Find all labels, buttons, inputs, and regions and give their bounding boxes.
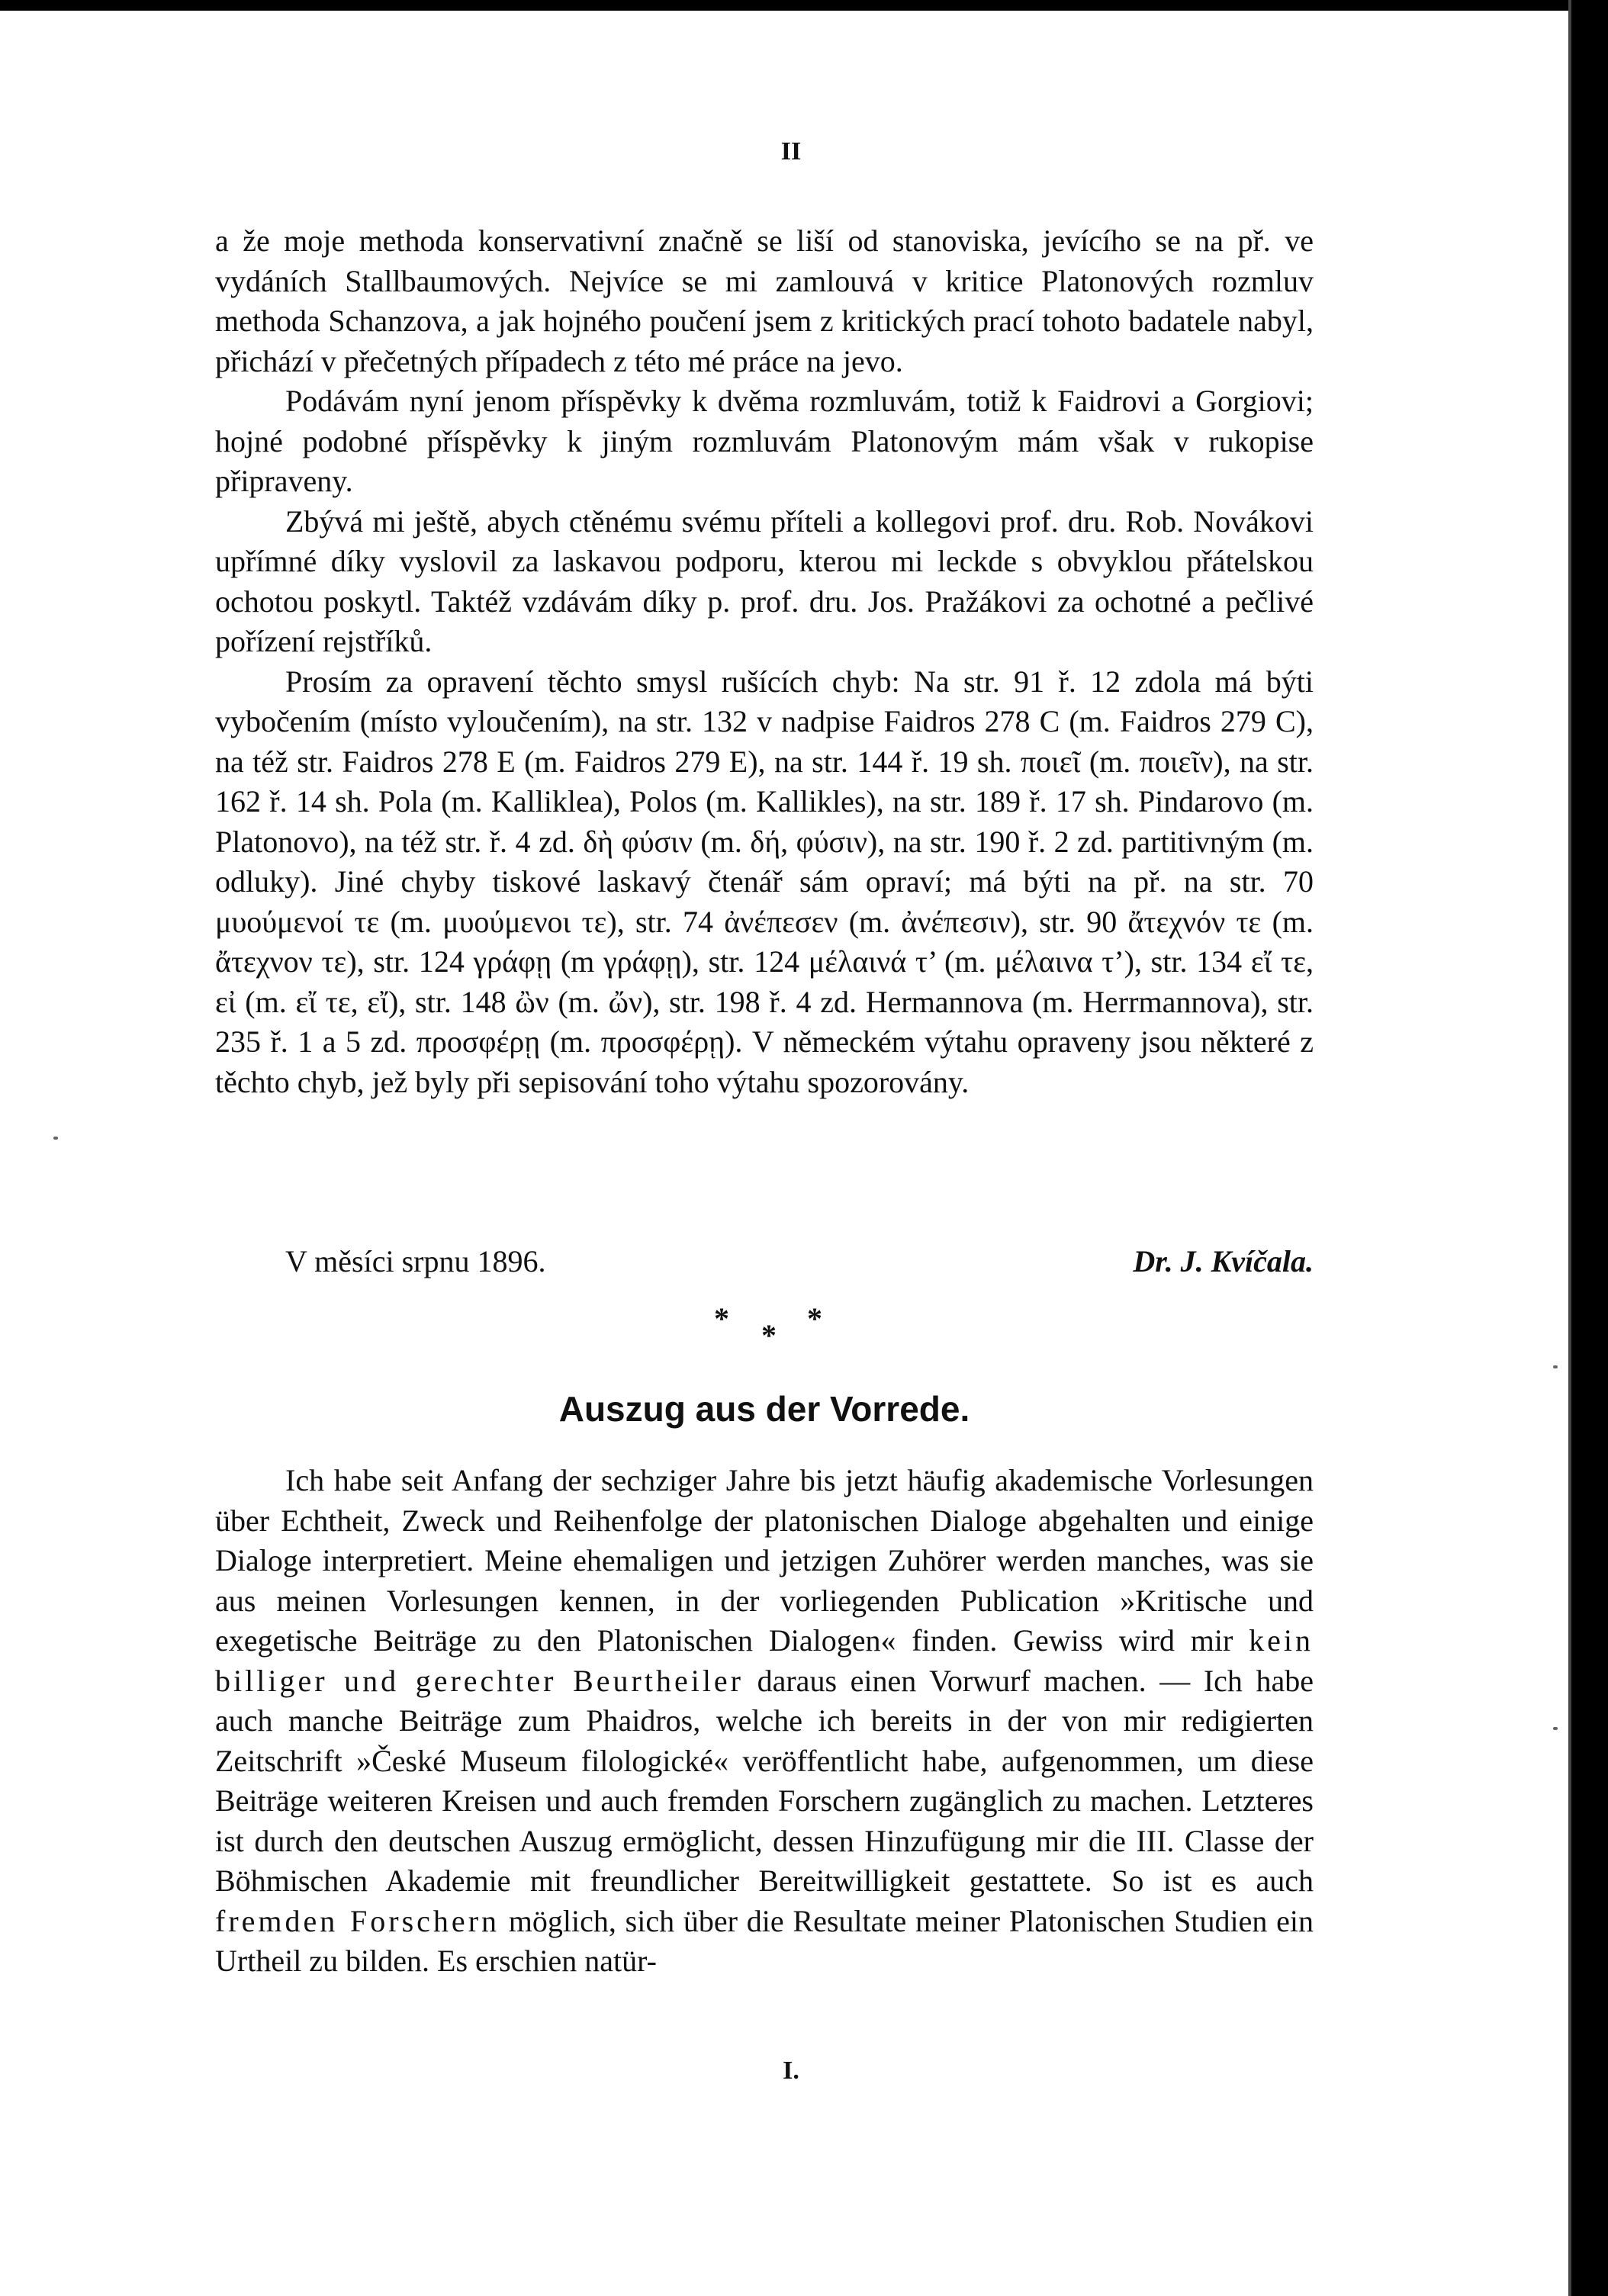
section-heading: Auszug aus der Vorrede. xyxy=(558,1389,970,1429)
paragraph: a že moje methoda konservativní značně se liší od stanoviska, jevícího se na př. ve vydáních Stallbaumových. Nejvíce se mi zamlouvá v kritice Platonových rozmluv methoda Schanzova, a jak hojného poučení jsem z kritických prací tohoto badatele nabyl, přichází v přečetných případech z této mé práce na jevo. xyxy=(215,223,1314,378)
paragraph xyxy=(215,1461,1314,1982)
emphasized-text: fremden Forschern xyxy=(215,1903,500,1938)
scan-speck xyxy=(53,1137,58,1140)
emphasized-text: kein billiger und gerechter Beurtheiler xyxy=(215,1623,1314,1698)
czech-preface xyxy=(215,221,1314,1102)
text-run: daraus einen Vorwurf machen. — Ich habe auch manche Beiträge zum Phaidros, welche ich bereits in der von mir redigierten Zeitschrift »České Museum filologické« veröffentlicht habe, aufgenommen, um diese Beiträge weiteren Kreisen und auch fremden Forschern zugänglich zu machen. Letzteres ist durch den deutschen Auszug ermöglicht, dessen Hinzufügung mir die III. Classe der Böhmischen Akademie mit freundlicher Bereitwilligkeit gestattete. So ist es auch xyxy=(215,1663,1314,1898)
paragraph: Prosím za opravení těchto smysl rušících chyb: Na str. 91 ř. 12 zdola má býti vybočením (místo vyloučením), na str. 132 v nadpise Faidros 278 C (m. Faidros 279 C), na též str. Faidros 278 E (m. Faidros 279 E), na str. 144 ř. 19 sh. ποιεῖ (m. ποιεῖν), na str. 162 ř. 14 sh. Pola (m. Kalliklea), Polos (m. Kallikles), na str. 189 ř. 17 sh. Pindarovo (m. Platonovo), na též str. ř. 4 zd. δὴ φύσιν (m. δή, φύσιν), na str. 190 ř. 2 zd. partitivným (m. odluky). Jiné chyby tiskové laskavý čtenář sám opraví; má býti na př. na str. 70 μυούμενοί τε (m. μυούμενοι τε), str. 74 ἀνέπεσεν (m. ἀνέπεσιν), str. 90 ἄτεχνόν τε (m. ἄτεχνον τε), str. 124 γράφῃ (m γράφῃ), str. 124 μέλαινά τ’ (m. μέλαινα τ’), str. 134 εἴ τε, εἰ (m. εἴ τε, εἴ), str. 148 ὢν (m. ὤν), str. 198 ř. 4 zd. Hermannova (m. Herrmannova), str. 235 ř. 1 a 5 zd. προσφέρῃ (m. προσφέρῃ). V německém výtahu opraveny jsou některé z těchto chyb, jež byly při sepisování toho výtahu spozorovány. xyxy=(215,664,1314,1099)
section-separator xyxy=(215,1301,1314,1352)
scan-top-edge xyxy=(0,0,1608,11)
page-number: II xyxy=(780,137,802,166)
paragraph: Podávám nyní jenom příspěvky k dvěma rozmluvám, totiž k Faidrovi a Gorgiovi; hojné podobné příspěvky k jiným rozmluvám Platonovým mám však v rukopise připraveny. xyxy=(215,384,1314,498)
scan-speck xyxy=(1553,1365,1558,1368)
german-extract xyxy=(215,1461,1314,1982)
separator-star: * xyxy=(807,1301,822,1336)
scan-speck xyxy=(1553,1727,1558,1730)
text-run: Ich habe seit Anfang der sechziger Jahre bis jetzt häufig akademische Vorlesungen über Echtheit, Zweck und Reihenfolge der platonischen Dialoge abgehalten und einige Dialoge interpretiert. Meine ehemaligen und jetzigen Zuhörer werden manches, was sie aus meinen Vorlesungen kennen, in der vorliegenden Publication »Kritische und exegetische Beiträge zu den Platonischen Dialogen« finden. Gewiss wird mir xyxy=(215,1463,1314,1658)
separator-star: * xyxy=(761,1318,777,1352)
signature-mark: I. xyxy=(783,2056,799,2085)
signature-line xyxy=(285,1242,1314,1285)
date-line: V měsíci srpnu 1896. xyxy=(285,1244,546,1278)
separator-star: * xyxy=(714,1301,729,1336)
text-run: möglich, sich über die Resultate meiner Platonischen Studien ein Urtheil zu bilden. Es erschien natür- xyxy=(215,1903,1314,1978)
paragraph: Zbývá mi ještě, abych ctěnému svému příteli a kollegovi prof. dru. Rob. Novákovi upřímné díky vyslovil za laskavou podporu, kterou mi leckde s obvyklou přátelskou ochotou poskytl. Taktéž vzdávám díky p. prof. dru. Jos. Pražákovi za ochotné a pečlivé pořízení rejstříků. xyxy=(215,503,1314,658)
author-signature: Dr. J. Kvíčala. xyxy=(1133,1244,1314,1278)
scan-right-edge xyxy=(1571,0,1608,2296)
